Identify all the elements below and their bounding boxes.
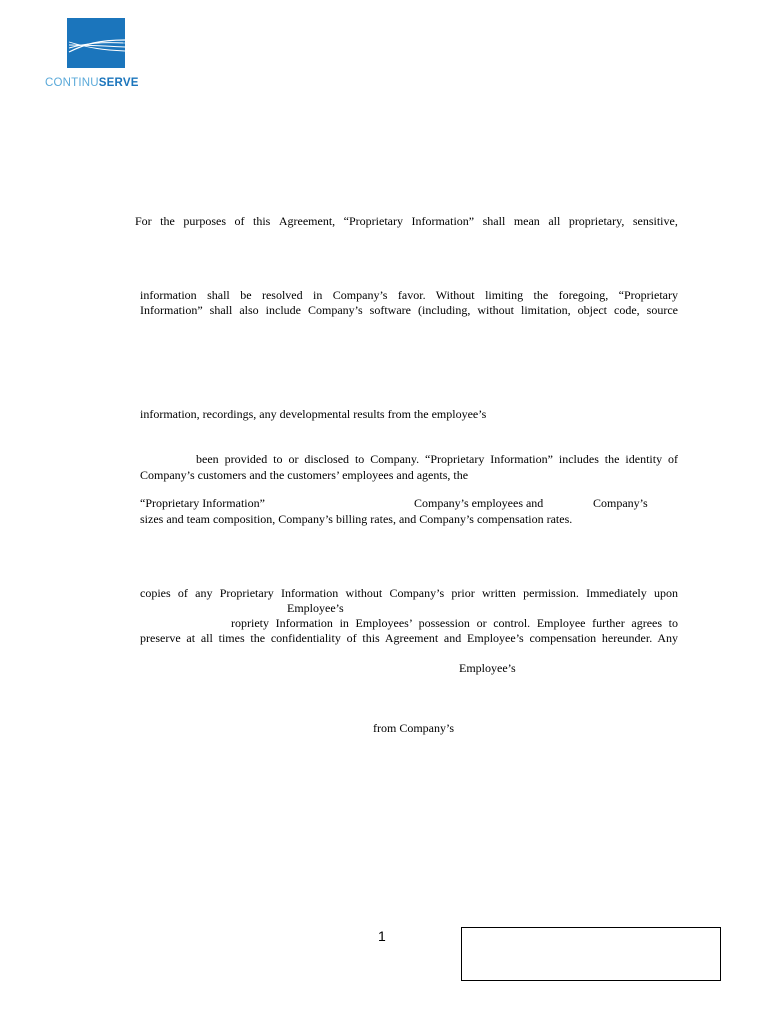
- footer-box: [461, 927, 721, 981]
- paragraph-line-12: preserve at all times the confidentiality of this Agreement and Employee’s compensation hereunder. Any: [140, 631, 678, 645]
- word: shall: [482, 214, 506, 228]
- paragraph-line-5: been provided to or disclosed to Company. “Proprietary Information” includes the identity of: [196, 452, 678, 466]
- word: purposes: [183, 214, 227, 228]
- word: mean: [513, 214, 540, 228]
- page-number: 1: [378, 928, 386, 944]
- paragraph-line-8: sizes and team composition, Company’s billing rates, and Company’s compensation rates.: [140, 512, 573, 526]
- word: all: [548, 214, 561, 228]
- word: Agreement,: [278, 214, 336, 228]
- paragraph-line-10: Employee’s: [287, 601, 344, 615]
- word: Information”: [411, 214, 475, 228]
- paragraph-line-3: Information” shall also include Company’s software (including, without limitation, object code, source: [140, 303, 678, 317]
- paragraph-line-13: Employee’s: [459, 661, 516, 675]
- company-name-bold: SERVE: [98, 77, 139, 89]
- word: sensitive,: [632, 214, 678, 228]
- paragraph-line-4: information, recordings, any developmental results from the employee’s: [140, 407, 487, 421]
- paragraph-line-11: ropriety Information in Employees’ possession or control. Employee further agrees to: [231, 616, 678, 630]
- word: proprietary,: [568, 214, 625, 228]
- continuserve-logo-icon: [67, 18, 125, 68]
- word: the: [160, 214, 175, 228]
- company-name: [45, 77, 139, 89]
- paragraph-line-7c: Company’s: [593, 496, 648, 510]
- paragraph-line-6: Company’s customers and the customers’ employees and agents, the: [140, 468, 469, 482]
- word: of: [234, 214, 245, 228]
- company-logo: [45, 18, 155, 93]
- paragraph-line-1: [135, 214, 678, 228]
- word: “Proprietary: [343, 214, 403, 228]
- paragraph-line-9: copies of any Proprietary Information without Company’s prior written permission. Immediately upon: [140, 586, 678, 600]
- paragraph-line-7b: Company’s employees and: [414, 496, 544, 510]
- company-name-light: CONTINU: [45, 77, 99, 89]
- paragraph-line-14: from Company’s: [373, 721, 454, 735]
- word: For: [135, 214, 152, 228]
- paragraph-line-2: information shall be resolved in Company’s favor. Without limiting the foregoing, “Proprietary: [140, 288, 678, 302]
- word: this: [253, 214, 271, 228]
- paragraph-line-7a: “Proprietary Information”: [140, 496, 265, 510]
